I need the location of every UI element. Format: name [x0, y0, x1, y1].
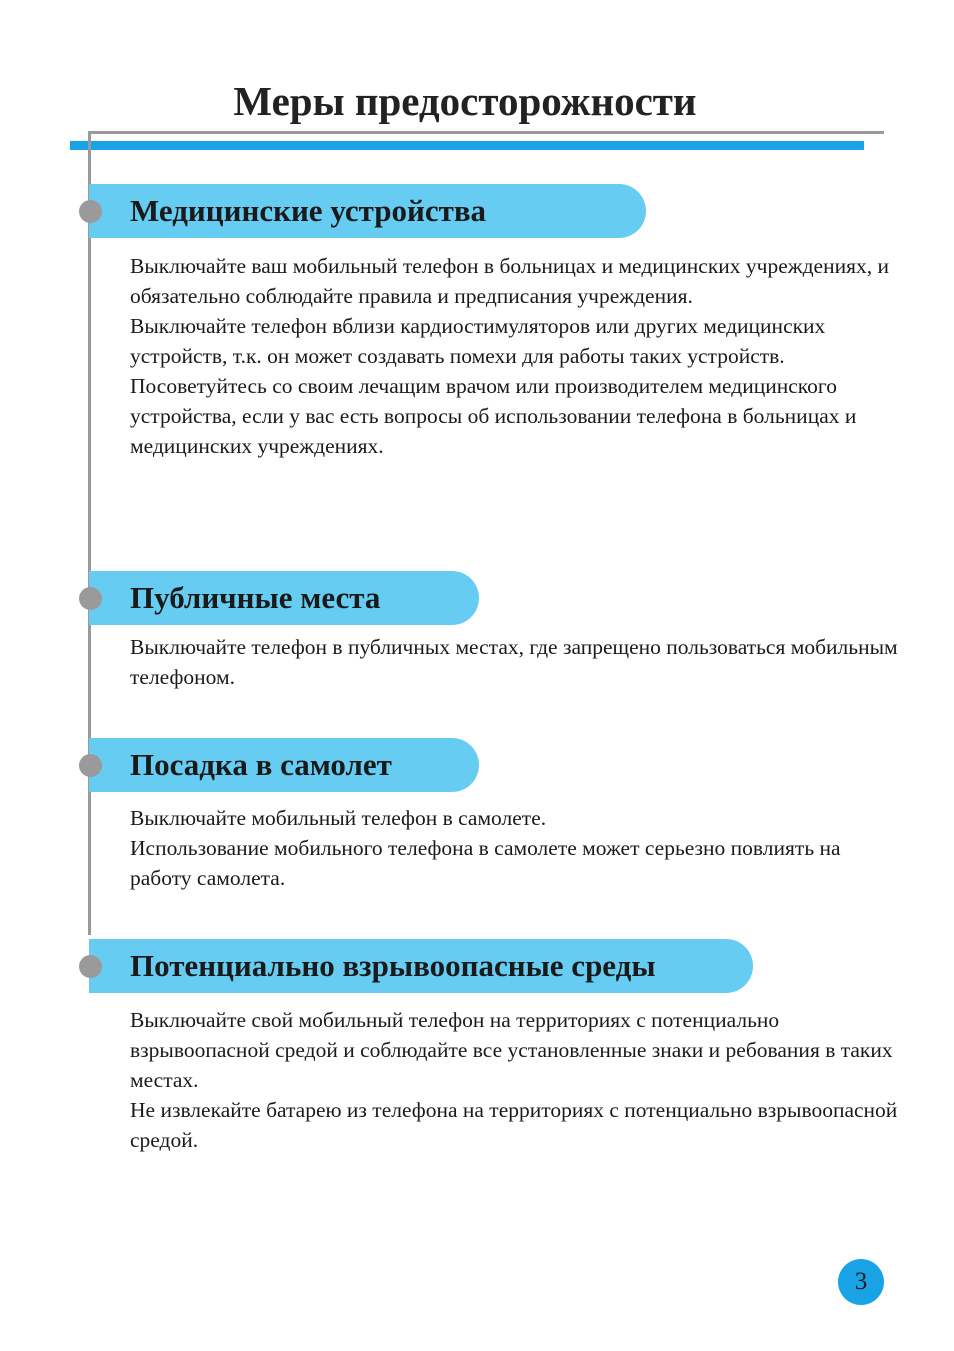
section-header: [0, 939, 954, 993]
paragraph: Выключайте свой мобильный телефон на территориях с потенциально взрывоопасной средой и соблюдайте все установленные знаки и ребования в таких местах.: [130, 1008, 893, 1092]
section-title: Публичные места: [130, 580, 381, 615]
section-explosive-environments: [0, 939, 954, 1155]
page-title: Меры предосторожности: [233, 78, 697, 124]
bullet-dot-icon: [79, 200, 102, 223]
section-title: Медицинские устройства: [130, 193, 487, 228]
bullet-dot-icon: [79, 754, 102, 777]
paragraph: Выключайте мобильный телефон в самолете.: [130, 806, 547, 830]
bullet-dot-icon: [79, 587, 102, 610]
paragraph: Использование мобильного телефона в самолете может серьезно повлиять на работу самолета.: [130, 836, 841, 890]
section-header: [0, 571, 954, 625]
section-aircraft: [0, 738, 954, 893]
section-header: [0, 738, 954, 792]
paragraph: Выключайте телефон в публичных местах, где запрещено пользоваться мобильным телефоном.: [130, 635, 898, 689]
section-medical-devices: [0, 184, 954, 461]
title-divider-gray: [88, 131, 884, 134]
section-body: [0, 803, 954, 893]
section-body: [0, 1005, 954, 1155]
page-number-badge: 3: [838, 1259, 884, 1305]
title-divider-blue: [70, 141, 864, 150]
section-body: [0, 251, 954, 461]
paragraph: Выключайте телефон вблизи кардиостимуляторов или других медицинских устройств, т.к. он может создавать помехи для работы таких устройств.: [130, 314, 826, 368]
paragraph: Посоветуйтесь со своим лечащим врачом или производителем медицинского устройства, если у вас есть вопросы об использовании телефона в больницах и медицинских учреждениях.: [130, 374, 857, 458]
section-public-places: [0, 571, 954, 692]
bullet-dot-icon: [79, 955, 102, 978]
section-body: [0, 632, 954, 692]
section-title: Потенциально взрывоопасные среды: [130, 948, 656, 983]
section-title: Посадка в самолет: [130, 747, 392, 782]
paragraph: Не извлекайте батарею из телефона на территориях с потенциально взрывоопасной средой.: [130, 1098, 898, 1152]
section-header: [0, 184, 954, 238]
paragraph: Выключайте ваш мобильный телефон в больницах и медицинских учреждениях, и обязательно соблюдайте правила и предписания учреждения.: [130, 254, 889, 308]
